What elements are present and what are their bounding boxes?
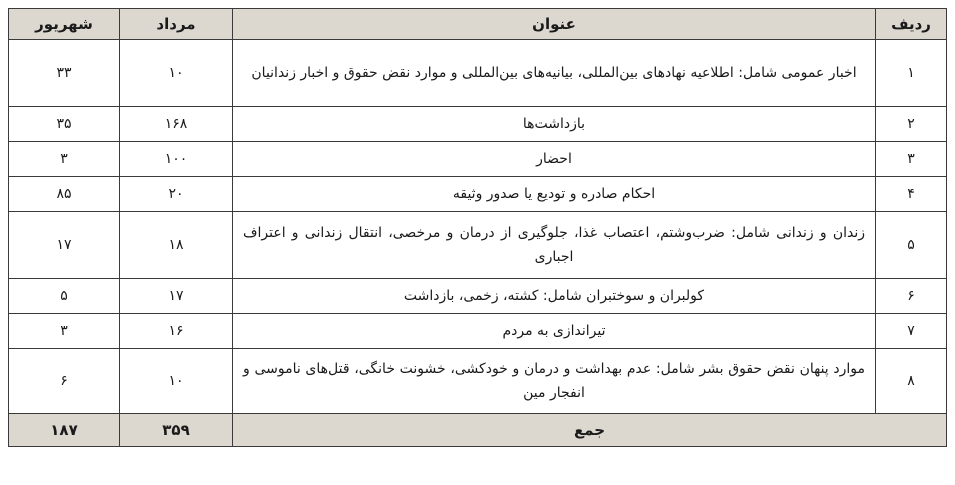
header-mordad: مرداد (120, 9, 233, 40)
row-mordad: ۲۰ (120, 177, 233, 212)
total-label: جمع (233, 414, 947, 447)
row-title: بازداشت‌ها (233, 107, 876, 142)
total-row (9, 414, 947, 447)
row-index: ۲ (876, 107, 947, 142)
row-shahrivar: ۸۵ (9, 177, 120, 212)
row-title: زندان و زندانی شامل: ضرب‌وشتم، اعتصاب غذا، جلوگیری از درمان و مرخصی، انتقال زندانی و اعتراف اجباری (233, 212, 876, 279)
row-shahrivar: ۳ (9, 142, 120, 177)
row-shahrivar: ۱۷ (9, 212, 120, 279)
table-row (9, 177, 947, 212)
row-mordad: ۱۶ (120, 314, 233, 349)
row-title: احکام صادره و تودیع یا صدور وثیقه (233, 177, 876, 212)
row-shahrivar: ۳۳ (9, 40, 120, 107)
table-row (9, 279, 947, 314)
total-shahrivar: ۱۸۷ (9, 414, 120, 447)
row-index: ۳ (876, 142, 947, 177)
row-index: ۴ (876, 177, 947, 212)
table-row (9, 142, 947, 177)
table-row (9, 314, 947, 349)
row-shahrivar: ۳ (9, 314, 120, 349)
table-header (9, 9, 947, 40)
header-shahrivar: شهریور (9, 9, 120, 40)
row-mordad: ۱۸ (120, 212, 233, 279)
row-title: تیراندازی به مردم (233, 314, 876, 349)
row-index: ۷ (876, 314, 947, 349)
row-shahrivar: ۳۵ (9, 107, 120, 142)
report-table (8, 8, 947, 447)
row-title: موارد پنهان نقض حقوق بشر شامل: عدم بهداشت و درمان و خودکشی، خشونت خانگی، قتل‌های ناموسی و انفجار مین (233, 349, 876, 414)
row-mordad: ۱۰ (120, 40, 233, 107)
row-shahrivar: ۶ (9, 349, 120, 414)
table-row (9, 212, 947, 279)
header-row (9, 9, 947, 40)
report-table-container (8, 8, 946, 447)
row-index: ۶ (876, 279, 947, 314)
row-index: ۵ (876, 212, 947, 279)
table-row (9, 40, 947, 107)
table-row (9, 107, 947, 142)
header-index: ردیف (876, 9, 947, 40)
row-mordad: ۱۰۰ (120, 142, 233, 177)
row-title: اخبار عمومی شامل: اطلاعیه نهادهای بین‌المللی، بیانیه‌های بین‌المللی و موارد نقض حقوق و اخبار زندانیان (233, 40, 876, 107)
total-mordad: ۳۵۹ (120, 414, 233, 447)
row-shahrivar: ۵ (9, 279, 120, 314)
row-mordad: ۱۶۸ (120, 107, 233, 142)
row-index: ۸ (876, 349, 947, 414)
row-mordad: ۱۷ (120, 279, 233, 314)
header-title: عنوان (233, 9, 876, 40)
table-footer (9, 414, 947, 447)
row-title: کولبران و سوختبران شامل: کشته، زخمی، بازداشت (233, 279, 876, 314)
table-row (9, 349, 947, 414)
table-body (9, 40, 947, 414)
row-mordad: ۱۰ (120, 349, 233, 414)
row-index: ۱ (876, 40, 947, 107)
row-title: احضار (233, 142, 876, 177)
